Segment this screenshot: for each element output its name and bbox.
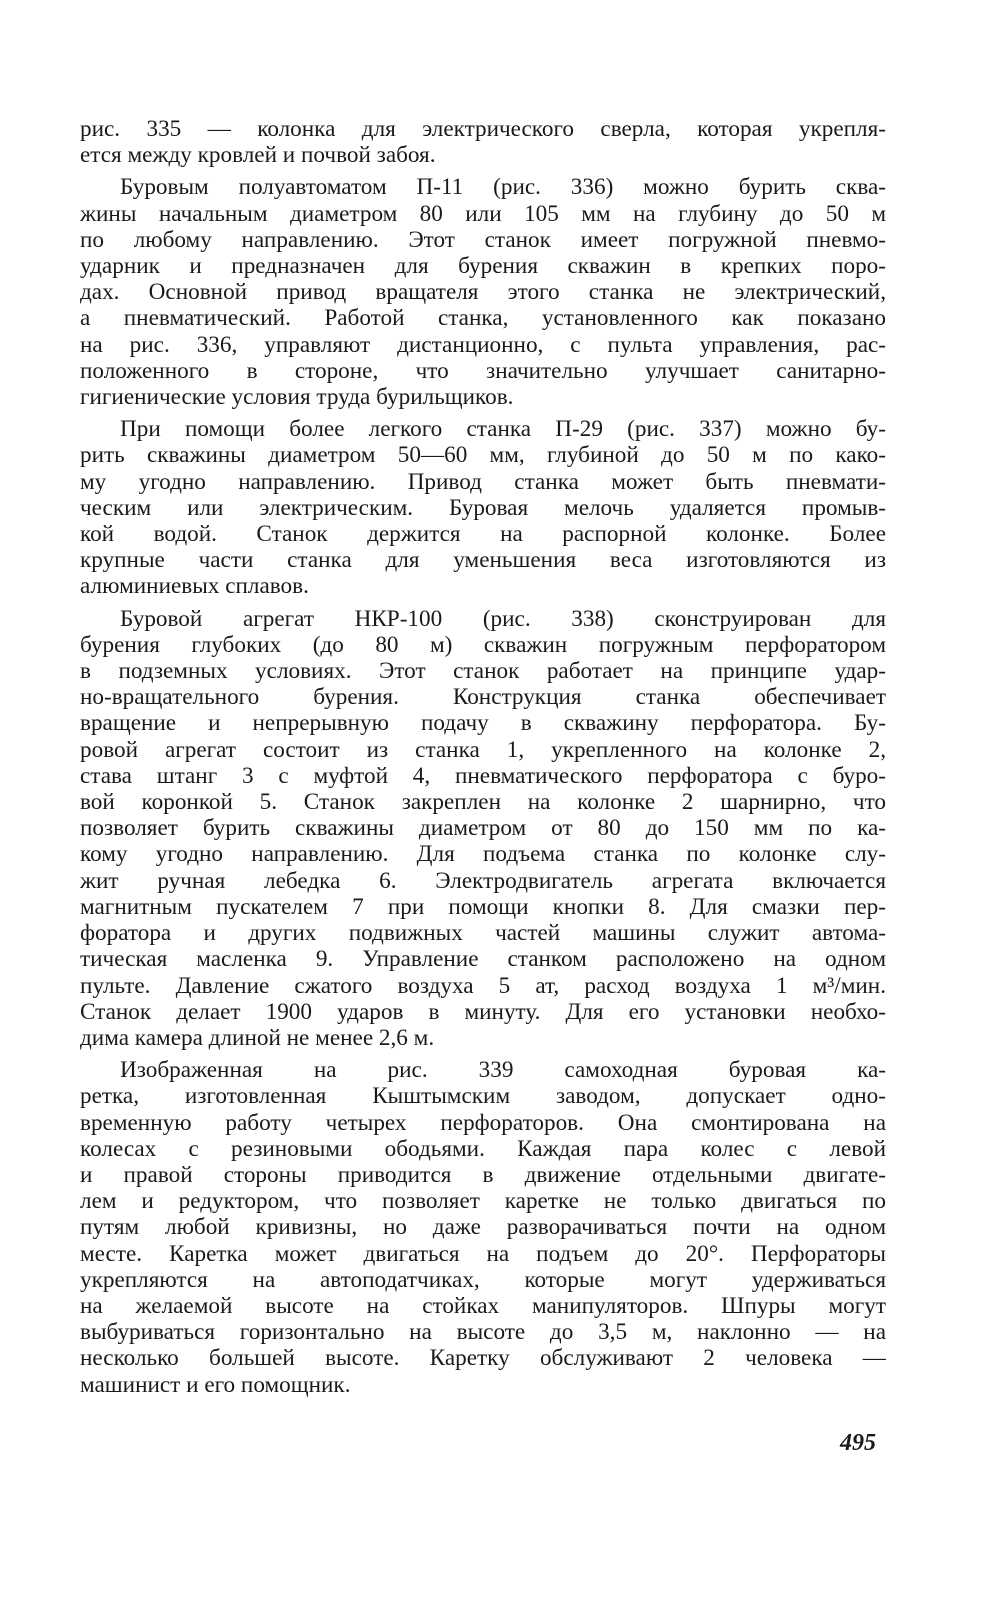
text-line: Станок делает 1900 ударов в минуту. Для его установки необхо- [80, 998, 886, 1025]
paragraph-5 [80, 1057, 886, 1398]
text-line: ретка, изготовленная Кыштымским заводом, допускает одно- [80, 1083, 886, 1110]
text-line: выбуриваться горизонтально на высоте до 3,5 м, наклонно — на [80, 1319, 886, 1346]
text-line: машинист и его помощник. [80, 1371, 351, 1398]
text-line: жит ручная лебедка 6. Электродвигатель агрегата включается [80, 867, 886, 894]
text-line: жины начальным диаметром 80 или 105 мм на глубину до 50 м [80, 200, 886, 227]
text-line: в подземных условиях. Этот станок работает на принципе удар- [80, 658, 886, 685]
text-line: рить скважины диаметром 50—60 мм, глубиной до 50 м по како- [80, 442, 886, 469]
paragraph-3 [80, 416, 886, 599]
text-line: пульте. Давление сжатого воздуха 5 ат, расход воздуха 1 м³/мин. [80, 972, 886, 999]
text-line: рис. 335 — колонка для электрического сверла, которая укрепля- [80, 116, 886, 142]
text-line: кому угодно направлению. Для подъема станка по колонке слу- [80, 841, 886, 868]
text-line: временную работу четырех перфораторов. Она смонтирована на [80, 1109, 886, 1136]
text-line: крупные части станка для уменьшения веса изготовляются из [80, 547, 886, 574]
text-line: става штанг 3 с муфтой 4, пневматического перфоратора с буро- [80, 762, 886, 789]
text-line: ударник и предназначен для бурения скважин в крепких поро- [80, 253, 886, 280]
text-line: магнитным пускателем 7 при помощи кнопки 8. Для смазки пер- [80, 893, 886, 920]
text-line: несколько большей высоте. Каретку обслуживают 2 человека — [80, 1345, 886, 1372]
text-line: лем и редуктором, что позволяет каретке не только двигаться по [80, 1188, 886, 1215]
text-line: му угодно направлению. Привод станка может быть пневмати- [80, 468, 886, 495]
text-line: и правой стороны приводится в движение отдельными двигате- [80, 1161, 886, 1188]
paragraph-4 [80, 606, 886, 1051]
text-line: Изображенная на рис. 339 самоходная буровая ка- [120, 1057, 886, 1084]
text-line: укрепляются на автоподатчиках, которые могут удерживаться [80, 1266, 886, 1293]
text-line: Буровым полуавтоматом П-11 (рис. 336) можно бурить сква- [120, 174, 886, 201]
text-line: гигиенические условия труда бурильщиков. [80, 384, 514, 411]
text-line: бурения глубоких (до 80 м) скважин погружным перфоратором [80, 631, 886, 658]
text-line: ровой агрегат состоит из станка 1, укрепленного на колонке 2, [80, 736, 886, 763]
text-line: путям любой кривизны, но даже разворачиваться почти на одном [80, 1214, 886, 1241]
text-line: кой водой. Станок держится на распорной колонке. Более [80, 521, 886, 548]
text-line: дах. Основной привод вращателя этого станка не электрический, [80, 279, 886, 306]
text-line: ется между кровлей и почвой забоя. [80, 142, 436, 169]
text-line: вой коронкой 5. Станок закреплен на колонке 2 шарнирно, что [80, 789, 886, 816]
paragraph-1 [80, 116, 886, 168]
text-line: месте. Каретка может двигаться на подъем до 20°. Перфораторы [80, 1240, 886, 1267]
text-line: ческим или электрическим. Буровая мелочь удаляется промыв- [80, 494, 886, 521]
text-line: форатора и других подвижных частей машины служит автома- [80, 920, 886, 947]
text-line: тическая масленка 9. Управление станком расположено на одном [80, 946, 886, 973]
text-line: а пневматический. Работой станка, установленного как показано [80, 305, 886, 332]
page-number: 495 [840, 1430, 876, 1456]
document-page [80, 116, 886, 1398]
text-line: колесах с резиновыми ободьями. Каждая пара колес с левой [80, 1135, 886, 1162]
text-line: Буровой агрегат НКР-100 (рис. 338) сконструирован для [120, 605, 886, 632]
text-line: положенного в стороне, что значительно улучшает санитарно- [80, 357, 886, 384]
text-line: дима камера длиной не менее 2,6 м. [80, 1024, 435, 1051]
text-line: на желаемой высоте на стойках манипуляторов. Шпуры могут [80, 1292, 886, 1319]
text-line: позволяет бурить скважины диаметром от 80 до 150 мм по ка- [80, 815, 886, 842]
paragraph-2 [80, 174, 886, 410]
text-line: по любому направлению. Этот станок имеет погружной пневмо- [80, 226, 886, 253]
text-line: но-вращательного бурения. Конструкция станка обеспечивает [80, 684, 886, 711]
text-line: на рис. 336, управляют дистанционно, с пульта управления, рас- [80, 331, 886, 358]
text-line: алюминиевых сплавов. [80, 573, 309, 600]
text-line: При помощи более легкого станка П-29 (рис. 337) можно бу- [120, 416, 886, 443]
text-line: вращение и непрерывную подачу в скважину перфоратора. Бу- [80, 710, 886, 737]
